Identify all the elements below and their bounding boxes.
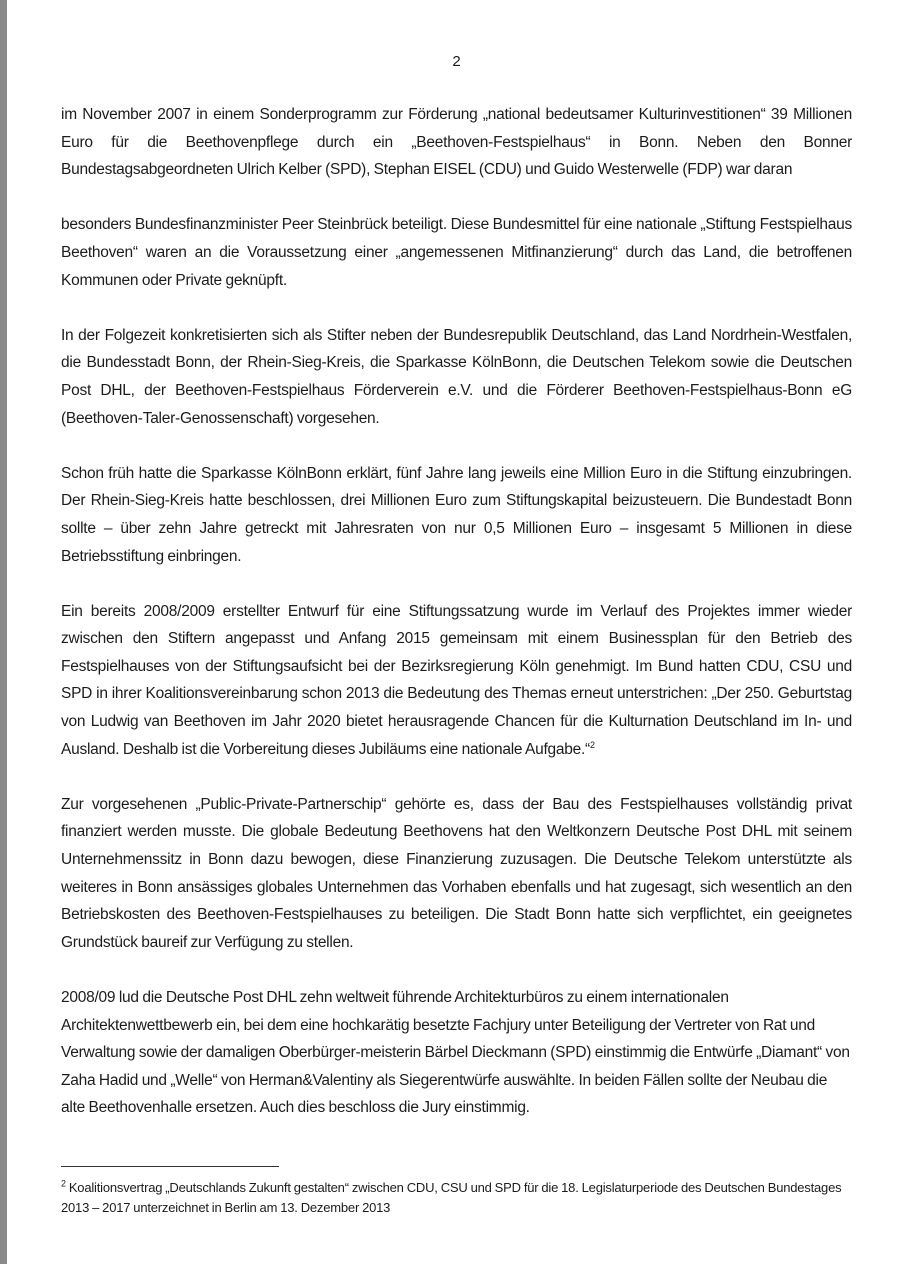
paragraph-7: 2008/09 lud die Deutsche Post DHL zehn weltweit führende Architekturbüros zu einem internationalen Architektenwettbewerb ein, bei dem eine hochkarätig besetzte Fachjury unter Beteiligung der Vertreter von Rat und Verwaltung sowie der damaligen Oberbürger-meisterin Bärbel Dieckmann (SPD) einstimmig die Entwürfe „Diamant“ von Zaha Hadid und „Welle“ von Herman&Valentiny als Siegerentwürfe auswählte. In beiden Fällen sollte der Neubau die alte Beethovenhalle ersetzen. Auch dies beschloss die Jury einstimmig. [61,989,850,1117]
footnote-number: 2 [61,1178,66,1189]
paragraph-5-text: Ein bereits 2008/2009 erstellter Entwurf für eine Stiftungssatzung wurde im Verlauf des Projektes immer wieder zwischen den Stiftern angepasst und Anfang 2015 gemeinsam mit einem Businessplan für den Betrieb des Festspielhauses von der Stiftungsaufsicht bei der Bezirksregierung Köln genehmigt. Im Bund hatten CDU, CSU und SPD in ihrer Koalitionsvereinbarung schon 2013 die Bedeutung des Themas erneut unterstrichen: „Der 250. Geburtstag von Ludwig van Beethoven im Jahr 2020 bietet herausragende Chancen für die Kulturnation Deutschland im In- und Ausland. Deshalb ist die Vorbereitung dieses Jubiläums eine nationale Aufgabe.“ [61,602,852,758]
footnote-separator [61,1166,279,1167]
paragraph-4: Schon früh hatte die Sparkasse KölnBonn erklärt, fünf Jahre lang jeweils eine Million Euro in die Stiftung einzubringen. Der Rhein-Sieg-Kreis hatte beschlossen, drei Millionen Euro zum Stiftungskapital beizusteuern. Die Bundestadt Bonn sollte – über zehn Jahre getreckt mit Jahresraten von nur 0,5 Millionen Euro – insgesamt 5 Millionen in diese Betriebsstiftung einbringen. [61,464,852,565]
footnote-reference[interactable]: 2 [589,739,595,750]
paragraph-2: besonders Bundesfinanzminister Peer Steinbrück beteiligt. Diese Bundesmittel für eine nationale „Stiftung Festspielhaus Beethoven“ waren an die Voraussetzung einer „angemessenen Mitfinanzierung“ durch das Land, die betroffenen Kommunen oder Private geknüpft. [61,216,852,289]
document-page [61,50,852,1150]
footnote-text: Koalitionsvertrag „Deutschlands Zukunft gestalten“ zwischen CDU, CSU und SPD für die 18. Legislaturperiode des Deutschen Bundestages 2013 – 2017 unterzeichnet in Berlin am 13. Dezember 2013 [61,1180,842,1215]
paragraph-3: In der Folgezeit konkretisierten sich als Stifter neben der Bundesrepublik Deutschland, das Land Nordrhein-Westfalen, die Bundesstadt Bonn, der Rhein-Sieg-Kreis, die Sparkasse KölnBonn, die Deutschen Telekom sowie die Deutschen Post DHL, der Beethoven-Festspielhaus Förderverein e.V. und die Förderer Beethoven-Festspielhaus-Bonn eG (Beethoven-Taler-Genossenschaft) vorgesehen. [61,326,852,427]
page-number: 2 [452,53,461,70]
paragraph-6: Zur vorgesehenen „Public-Private-Partnerschip“ gehörte es, dass der Bau des Festspielhauses vollständig privat finanziert werden musste. Die globale Bedeutung Beethovens hat den Weltkonzern Deutsche Post DHL mit seinem Unternehmenssitz in Bonn dazu bewogen, diese Finanzierung zuzusagen. Die Deutsche Telekom unterstützte als weiteres in Bonn ansässiges globales Unternehmen das Vorhaben ebenfalls und hat zugesagt, sich wesentlich an den Betriebskosten des Beethoven-Festspielhauses zu beteiligen. Die Stadt Bonn hatte sich verpflichtet, ein geeignetes Grundstück baureif zur Verfügung zu stellen. [61,795,852,951]
page-edge-bar [0,0,7,1264]
paragraph-1: im November 2007 in einem Sonderprogramm zur Förderung „national bedeutsamer Kulturinvestitionen“ 39 Millionen Euro für die Beethovenpflege durch ein „Beethoven-Festspielhaus“ in Bonn. Neben den Bonner Bundestagsabgeordneten Ulrich Kelber (SPD), Stephan EISEL (CDU) und Guido Westerwelle (FDP) war daran [61,106,852,179]
paragraph-5 [61,598,852,764]
footnote [61,1178,852,1218]
